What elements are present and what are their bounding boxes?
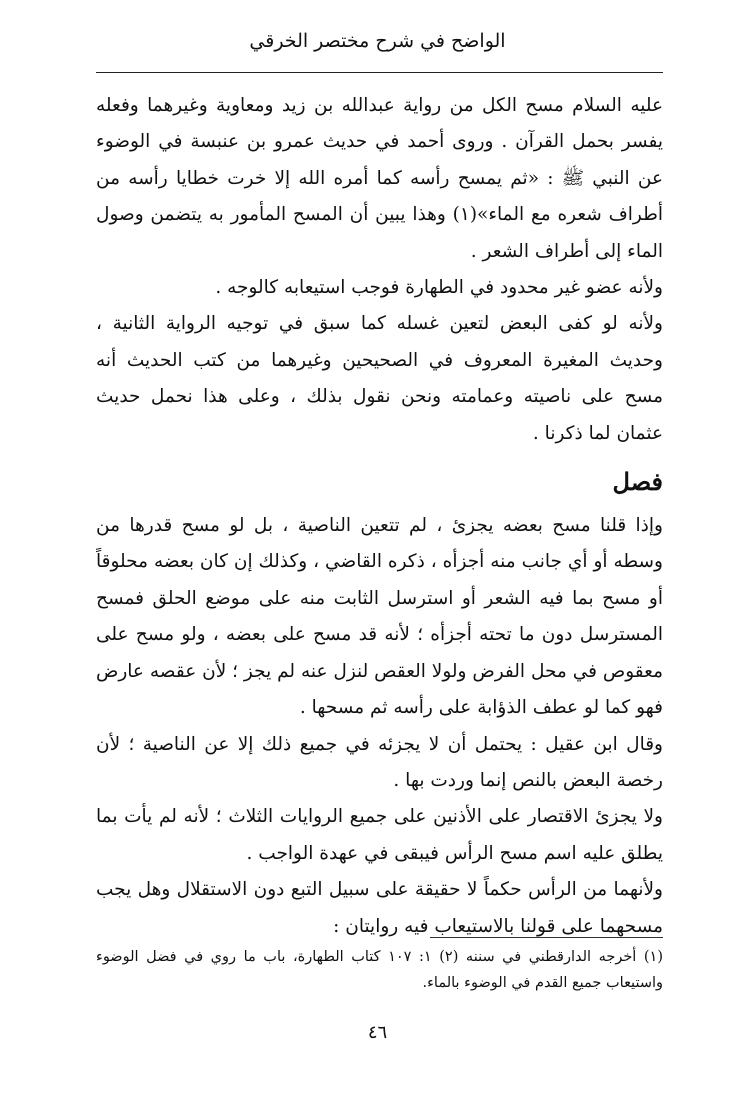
- paragraph: ولا يجزئ الاقتصار على الأذنين على جميع الروايات الثلاث ؛ لأنه لم يأت بما يطلق عليه اسم مسح الرأس فيبقى في عهدة الواجب .: [96, 806, 663, 864]
- running-head: الواضح في شرح مختصر الخرقي: [249, 30, 506, 52]
- footnote: (١) أخرجه الدارقطني في سننه (٢) ١: ١٠٧ كتاب الطهارة، باب ما روي في فضل الوضوء واستيعاب جميع القدم في الوضوء بالماء.: [96, 949, 663, 991]
- paragraph: وإذا قلنا مسح بعضه يجزئ ، لم تتعين الناصية ، بل لو مسح قدرها من وسطه أو أي جانب منه أجزأه ، ذكره القاضي ، وكذلك إن كان بعضه محلوقاً أو مسح بما فيه الشعر أو استرسل الثابت منه على موضع الحلق فمسح المسترسل دون ما تحته أجزأه ؛ لأنه قد مسح على بعضه ، ولو مسح على معقوص في محل الفرض ولولا العقص لنزل عنه لم يجز ؛ لأن عقصه عارض فهو كما لو عطف الذؤابة على رأسه ثم مسحها .: [96, 515, 663, 719]
- footnote-rule: [430, 937, 663, 938]
- footnotes: [96, 944, 663, 996]
- paragraph: ولأنهما من الرأس حكماً لا حقيقة على سبيل التبع دون الاستقلال وهل يجب مسحهما على قولنا بالاستيعاب فيه روايتان :: [96, 879, 663, 937]
- header-rule: [96, 72, 663, 73]
- main-text: [96, 88, 663, 945]
- section-heading: فصل: [612, 467, 663, 497]
- page-number: ٤٦: [367, 1022, 388, 1043]
- paragraph: وقال ابن عقيل : يحتمل أن لا يجزئه في جميع ذلك إلا عن الناصية ؛ لأن رخصة البعض بالنص إنما وردت بها .: [96, 733, 663, 791]
- paragraph: ولأنه عضو غير محدود في الطهارة فوجب استيعابه كالوجه .: [215, 277, 663, 299]
- paragraph: ولأنه لو كفى البعض لتعين غسله كما سبق في توجيه الرواية الثانية ، وحديث المغيرة المعروف في الصحيحين وغيرهما من كتب الحديث أنه مسح على ناصيته وعمامته ونحن نقول بذلك ، وعلى هذا نحمل حديث عثمان لما ذكرنا .: [96, 313, 663, 444]
- paragraph: عليه السلام مسح الكل من رواية عبدالله بن زيد ومعاوية وغيرهما وفعله يفسر بحمل القرآن . وروى أحمد في حديث عمرو بن عنبسة في الوضوء عن النبي ﷺ : «ثم يمسح رأسه كما أمره الله إلا خرت خطايا رأسه من أطراف شعره مع الماء»(١) وهذا يبين أن المسح المأمور به يتضمن وصول الماء إلى أطراف الشعر .: [96, 95, 663, 262]
